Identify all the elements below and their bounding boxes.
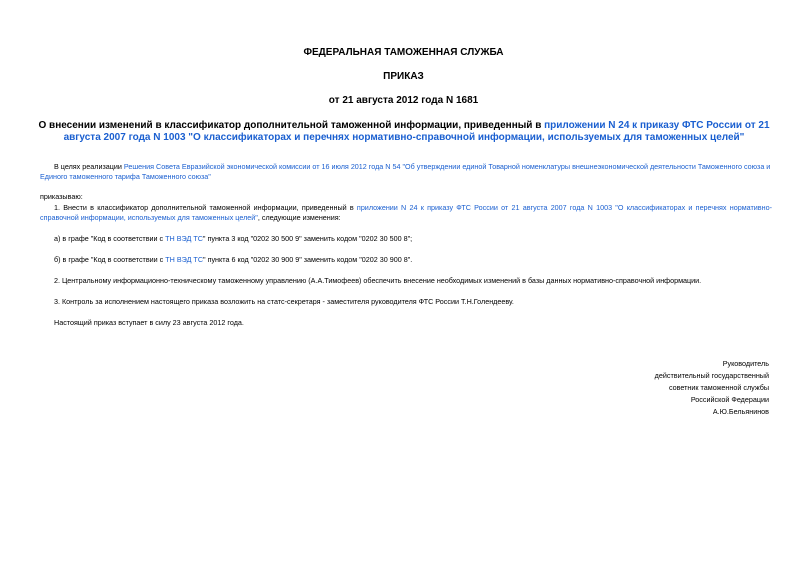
item-a-suffix: " пункта 3 код "0202 30 500 9" заменить кодом "0202 30 500 8"; — [202, 234, 413, 243]
item-a-link[interactable]: ТН ВЭД ТС — [165, 234, 203, 243]
signature-block — [655, 358, 769, 418]
effective-date-paragraph: Настоящий приказ вступает в силу 23 августа 2012 года. — [54, 318, 244, 327]
item-1-paragraph — [40, 203, 772, 223]
item-b-suffix: " пункта 6 код "0202 30 900 9" заменить кодом "0202 30 900 8". — [203, 255, 413, 264]
title-text: О внесении изменений в классификатор дополнительной таможенной информации, приведенный в — [38, 120, 545, 131]
order-word: приказываю: — [40, 192, 83, 201]
item-1-suffix: , следующие изменения: — [257, 213, 341, 222]
signature-name: А.Ю.Бельянинов — [712, 407, 769, 416]
item-b-link[interactable]: ТН ВЭД ТС — [165, 255, 204, 264]
signature-line-1: Руководитель — [722, 359, 769, 368]
item-a-paragraph — [54, 234, 772, 244]
intro-text: В целях реализации — [54, 162, 124, 171]
agency-name: ФЕДЕРАЛЬНАЯ ТАМОЖЕННАЯ СЛУЖБА — [303, 47, 504, 58]
title-link[interactable]: приложении N 24 к приказу ФТС России от 21 августа 2007 года N 1003 "О классификаторах и перечнях нормативно-справочной информации, используемых для таможенных целей" — [63, 120, 770, 143]
signature-line-4: Российской Федерации — [690, 395, 769, 404]
signature-line-3: советник таможенной службы — [668, 383, 769, 392]
item-1-link[interactable]: приложении N 24 к приказу ФТС России от 21 августа 2007 года N 1003 "О классификаторах и перечнях нормативно-справочной информации, используемых для таможенных целей" — [40, 203, 772, 222]
intro-link[interactable]: Решения Совета Евразийской экономической комиссии от 16 июля 2012 года N 54 "Об утверждении единой Товарной номенклатуры внешнеэкономической деятельности Таможенного союза и Единого таможенного тарифа Таможенного союза" — [40, 162, 771, 181]
item-3-paragraph: 3. Контроль за исполнением настоящего приказа возложить на статс-секретаря - заместителя руководителя ФТС России Т.Н.Голендееву. — [54, 297, 514, 306]
item-b-text: б) в графе "Код в соответствии с — [54, 255, 166, 264]
item-1-text: 1. Внести в классификатор дополнительной таможенной информации, приведенный в — [54, 203, 357, 212]
signature-line-2: действительный государственный — [654, 371, 769, 380]
document-title — [30, 120, 778, 144]
intro-paragraph — [40, 162, 772, 182]
item-a-text: а) в графе "Код в соответствии с — [54, 234, 166, 243]
document-type: ПРИКАЗ — [383, 71, 424, 82]
document-date: от 21 августа 2012 года N 1681 — [328, 95, 479, 106]
item-2-paragraph: 2. Центральному информационно-техническому таможенному управлению (А.А.Тимофеев) обеспечить внесение необходимых изменений в базы данных нормативно-справочной информации. — [54, 276, 702, 285]
item-b-paragraph — [54, 255, 772, 265]
